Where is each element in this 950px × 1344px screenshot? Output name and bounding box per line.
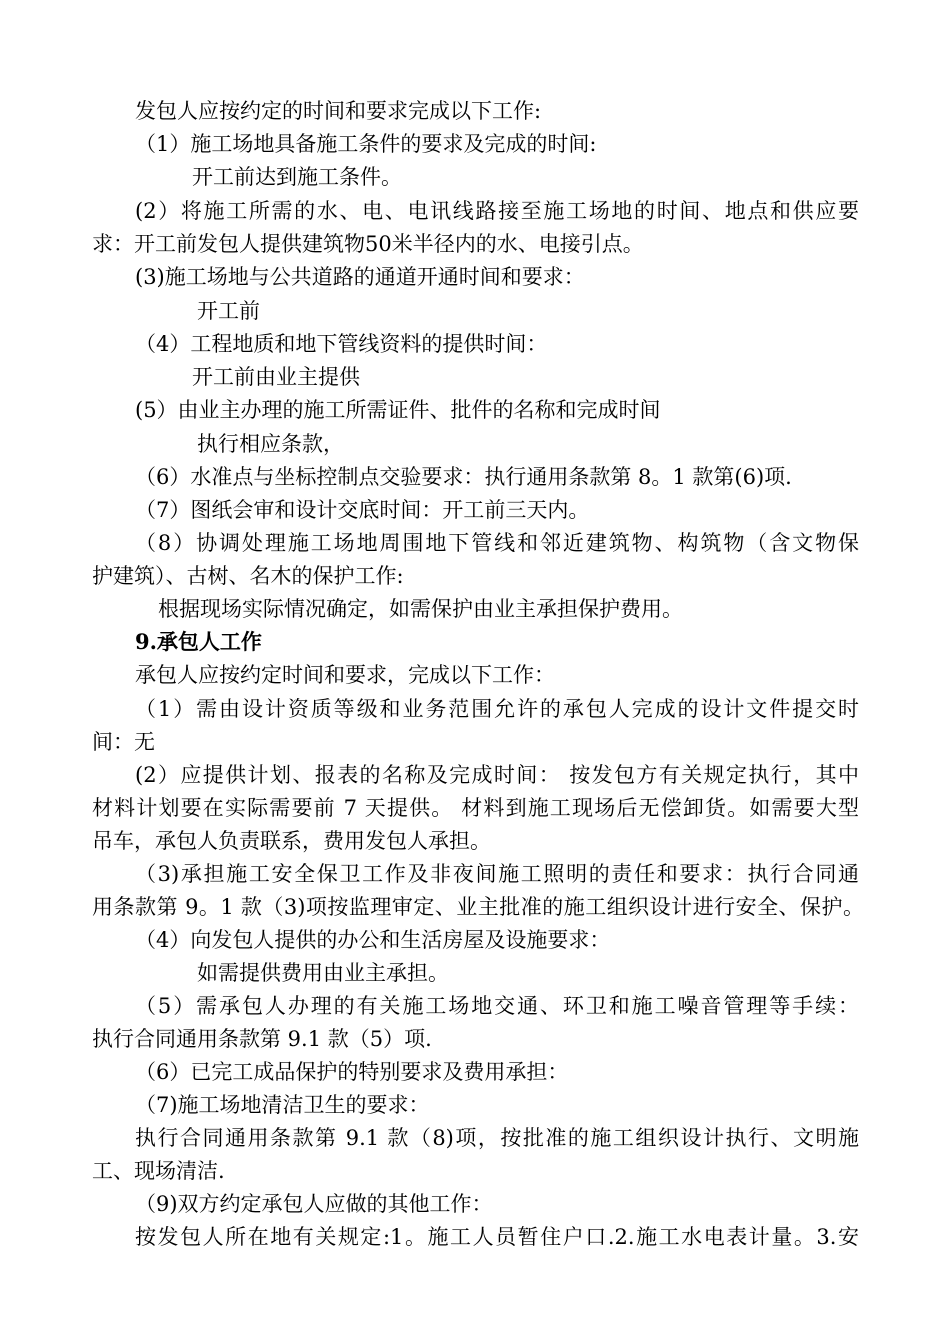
text-line: 吊车，承包人负责联系，费用发包人承担。 bbox=[92, 829, 491, 853]
text-line: (5）由业主办理的施工所需证件、批件的名称和完成时间 bbox=[135, 398, 661, 422]
text-line: 根据现场实际情况确定，如需保护由业主承担保护费用。 bbox=[158, 597, 683, 621]
text-line: 开工前由业主提供 bbox=[192, 365, 360, 389]
text-line: （5）需承包人办理的有关施工场地交通、环卫和施工噪音管理等手续： bbox=[135, 994, 859, 1018]
text-line: （8）协调处理施工场地周围地下管线和邻近建筑物、构筑物（含文物保 bbox=[135, 531, 859, 555]
section-heading: 9.承包人工作 bbox=[135, 629, 262, 654]
text-line: 护建筑）、古树、名木的保护工作: bbox=[92, 564, 404, 588]
text-line: （1）施工场地具备施工条件的要求及完成的时间: bbox=[135, 132, 597, 156]
text-line: 执行合同通用条款第 9.1 款（8)项，按批准的施工组织设计执行、文明施 bbox=[135, 1126, 859, 1150]
text-line: （7)施工场地清洁卫生的要求： bbox=[135, 1093, 430, 1117]
text-line: (2）应提供计划、报表的名称及完成时间： 按发包方有关规定执行，其中 bbox=[135, 763, 859, 787]
text-line: (2）将施工所需的水、电、电讯线路接至施工场地的时间、地点和供应要 bbox=[135, 199, 859, 223]
text-line: （4）向发包人提供的办公和生活房屋及设施要求： bbox=[135, 928, 611, 952]
text-line: 用条款第 9。1 款（3)项按监理审定、业主批准的施工组织设计进行安全、保护。 bbox=[92, 895, 864, 919]
text-line: 求：开工前发包人提供建筑物50米半径内的水、电接引点。 bbox=[92, 232, 644, 256]
text-line: (3)施工场地与公共道路的通道开通时间和要求： bbox=[135, 265, 585, 289]
text-line: 材料计划要在实际需要前 7 天提供。 材料到施工现场后无偿卸货。如需要大型 bbox=[92, 796, 859, 820]
text-line: 承包人应按约定时间和要求，完成以下工作： bbox=[135, 663, 555, 687]
text-line: 工、现场清洁. bbox=[92, 1159, 225, 1183]
text-line: （1）需由设计资质等级和业务范围允许的承包人完成的设计文件提交时 bbox=[135, 697, 859, 721]
text-line: 如需提供费用由业主承担。 bbox=[197, 961, 449, 985]
text-line: 执行相应条款， bbox=[197, 432, 344, 456]
text-line: 按发包人所在地有关规定:1。施工人员暂住户口.2.施工水电表计量。3.安 bbox=[135, 1225, 859, 1249]
text-line: （3)承担施工安全保卫工作及非夜间施工照明的责任和要求：执行合同通 bbox=[135, 862, 859, 886]
text-line: 发包人应按约定的时间和要求完成以下工作: bbox=[135, 99, 542, 123]
text-line: （6）水准点与坐标控制点交验要求：执行通用条款第 8。1 款第(6)项. bbox=[135, 465, 792, 489]
text-line: （4）工程地质和地下管线资料的提供时间： bbox=[135, 332, 548, 356]
text-line: （7）图纸会审和设计交底时间：开工前三天内。 bbox=[135, 498, 590, 522]
text-line: 间：无 bbox=[92, 730, 155, 754]
text-line: （6）已完工成品保护的特别要求及费用承担： bbox=[135, 1060, 569, 1084]
text-line: （9)双方约定承包人应做的其他工作： bbox=[135, 1192, 493, 1216]
text-line: 开工前达到施工条件。 bbox=[192, 165, 402, 189]
text-line: 开工前 bbox=[197, 299, 260, 323]
text-line: 执行合同通用条款第 9.1 款（5）项. bbox=[92, 1027, 432, 1051]
